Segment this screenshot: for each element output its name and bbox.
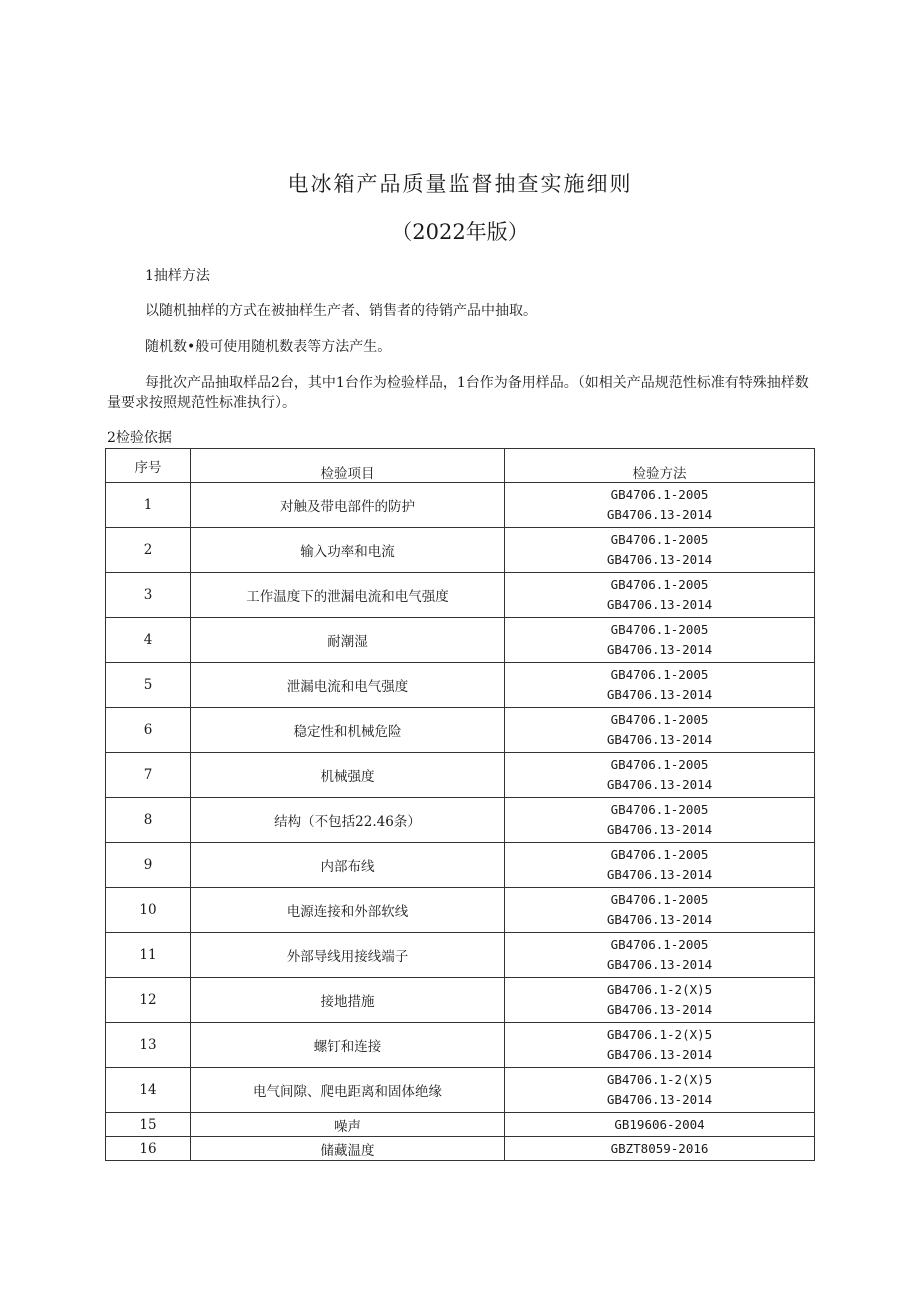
row-method xyxy=(505,663,815,708)
row-item: 噪声 xyxy=(191,1113,505,1137)
method-standard: GB4706.13-2014 xyxy=(606,507,713,522)
method-standard: GB4706.13-2014 xyxy=(606,732,713,747)
method-standard: GB4706.1-2(X)5 xyxy=(606,1027,713,1042)
method-standard: GB4706.1-2005 xyxy=(610,532,709,547)
table-row xyxy=(106,618,815,663)
row-item: 电源连接和外部软线 xyxy=(191,888,505,933)
method-standard: GB4706.1-2005 xyxy=(610,847,709,862)
row-method xyxy=(505,483,815,528)
row-item: 输入功率和电流 xyxy=(191,528,505,573)
row-method xyxy=(505,708,815,753)
row-item: 结构（不包括22.46条） xyxy=(191,798,505,843)
row-number: 4 xyxy=(106,618,191,663)
table-row xyxy=(106,528,815,573)
method-standard: GB4706.13-2014 xyxy=(606,552,713,567)
method-standard: GB4706.1-2005 xyxy=(610,802,709,817)
row-number: 13 xyxy=(106,1023,191,1068)
method-standard: GB4706.1-2(X)5 xyxy=(606,982,713,997)
method-standard: GB4706.1-2005 xyxy=(610,487,709,502)
row-item: 电气间隙、爬电距离和固体绝缘 xyxy=(191,1068,505,1113)
row-number: 10 xyxy=(106,888,191,933)
method-standard: GB4706.13-2014 xyxy=(606,957,713,972)
table-row xyxy=(106,483,815,528)
method-standard: GB4706.1-2005 xyxy=(610,577,709,592)
row-method xyxy=(505,528,815,573)
method-standard: GB4706.1-2005 xyxy=(610,667,709,682)
table-row xyxy=(106,933,815,978)
method-standard: GB4706.1-2005 xyxy=(610,622,709,637)
table-row xyxy=(106,708,815,753)
table-row xyxy=(106,1023,815,1068)
table-row xyxy=(106,1137,815,1161)
table-row xyxy=(106,1068,815,1113)
row-method xyxy=(505,1137,815,1161)
table-row xyxy=(106,843,815,888)
method-standard: GB4706.13-2014 xyxy=(606,777,713,792)
row-number: 14 xyxy=(106,1068,191,1113)
method-standard: GB4706.13-2014 xyxy=(606,1092,713,1107)
row-number: 7 xyxy=(106,753,191,798)
row-item: 机械强度 xyxy=(191,753,505,798)
table-row xyxy=(106,1113,815,1137)
method-standard: GB4706.13-2014 xyxy=(606,1047,713,1062)
row-number: 12 xyxy=(106,978,191,1023)
row-item: 工作温度下的泄漏电流和电气强度 xyxy=(191,573,505,618)
row-item: 外部导线用接线端子 xyxy=(191,933,505,978)
row-method xyxy=(505,753,815,798)
paragraph-random-number: 随机数•般可使用随机数表等方法产生。 xyxy=(145,339,392,355)
method-standard: GB4706.1-2005 xyxy=(610,712,709,727)
row-number: 6 xyxy=(106,708,191,753)
row-method xyxy=(505,798,815,843)
method-standard: GB4706.13-2014 xyxy=(606,597,713,612)
row-item: 储藏温度 xyxy=(191,1137,505,1161)
table-row xyxy=(106,978,815,1023)
table-body xyxy=(106,483,815,1161)
row-item: 螺钉和连接 xyxy=(191,1023,505,1068)
header-method: 检验方法 xyxy=(505,449,815,483)
page-title: 电冰箱产品质量监督抽查实施细则 xyxy=(287,172,633,196)
section-2-heading: 2检验依据 xyxy=(107,430,172,446)
row-number: 16 xyxy=(106,1137,191,1161)
method-standard: GB4706.13-2014 xyxy=(606,822,713,837)
row-item: 接地措施 xyxy=(191,978,505,1023)
method-standard: GB19606-2004 xyxy=(614,1116,705,1132)
method-standard: GB4706.1-2005 xyxy=(610,937,709,952)
method-standard: GBZT8059-2016 xyxy=(610,1140,709,1156)
header-number: 序号 xyxy=(106,449,191,483)
row-method xyxy=(505,1068,815,1113)
row-number: 11 xyxy=(106,933,191,978)
row-item: 泄漏电流和电气强度 xyxy=(191,663,505,708)
table-row xyxy=(106,753,815,798)
row-method xyxy=(505,1113,815,1137)
row-number: 15 xyxy=(106,1113,191,1137)
row-item: 稳定性和机械危险 xyxy=(191,708,505,753)
paragraph-sampling-method: 以随机抽样的方式在被抽样生产者、销售者的待销产品中抽取。 xyxy=(145,303,537,319)
row-number: 5 xyxy=(106,663,191,708)
row-method xyxy=(505,573,815,618)
row-number: 2 xyxy=(106,528,191,573)
row-item: 内部布线 xyxy=(191,843,505,888)
table-row xyxy=(106,573,815,618)
row-method xyxy=(505,933,815,978)
row-method xyxy=(505,978,815,1023)
row-number: 1 xyxy=(106,483,191,528)
method-standard: GB4706.1-2005 xyxy=(610,892,709,907)
table-row xyxy=(106,888,815,933)
section-1-heading: 1抽样方法 xyxy=(145,268,210,284)
method-standard: GB4706.1-2(X)5 xyxy=(606,1072,713,1087)
row-number: 9 xyxy=(106,843,191,888)
method-standard: GB4706.13-2014 xyxy=(606,867,713,882)
row-method xyxy=(505,888,815,933)
row-number: 3 xyxy=(106,573,191,618)
table-header-row xyxy=(106,449,815,483)
table-row xyxy=(106,663,815,708)
row-item: 对触及带电部件的防护 xyxy=(191,483,505,528)
method-standard: GB4706.13-2014 xyxy=(606,642,713,657)
method-standard: GB4706.13-2014 xyxy=(606,1002,713,1017)
paragraph-sample-quantity: 每批次产品抽取样品2台，其中1台作为检验样品，1台作为备用样品。（如相关产品规范性标准有特殊抽样数量要求按照规范性标准执行）。 xyxy=(107,375,809,411)
method-standard: GB4706.13-2014 xyxy=(606,687,713,702)
table-row xyxy=(106,798,815,843)
method-standard: GB4706.1-2005 xyxy=(610,757,709,772)
inspection-table xyxy=(105,448,815,1161)
row-item: 耐潮湿 xyxy=(191,618,505,663)
row-number: 8 xyxy=(106,798,191,843)
row-method xyxy=(505,843,815,888)
row-method xyxy=(505,618,815,663)
page-subtitle: （2022年版） xyxy=(391,220,529,244)
header-item: 检验项目 xyxy=(191,449,505,483)
method-standard: GB4706.13-2014 xyxy=(606,912,713,927)
row-method xyxy=(505,1023,815,1068)
